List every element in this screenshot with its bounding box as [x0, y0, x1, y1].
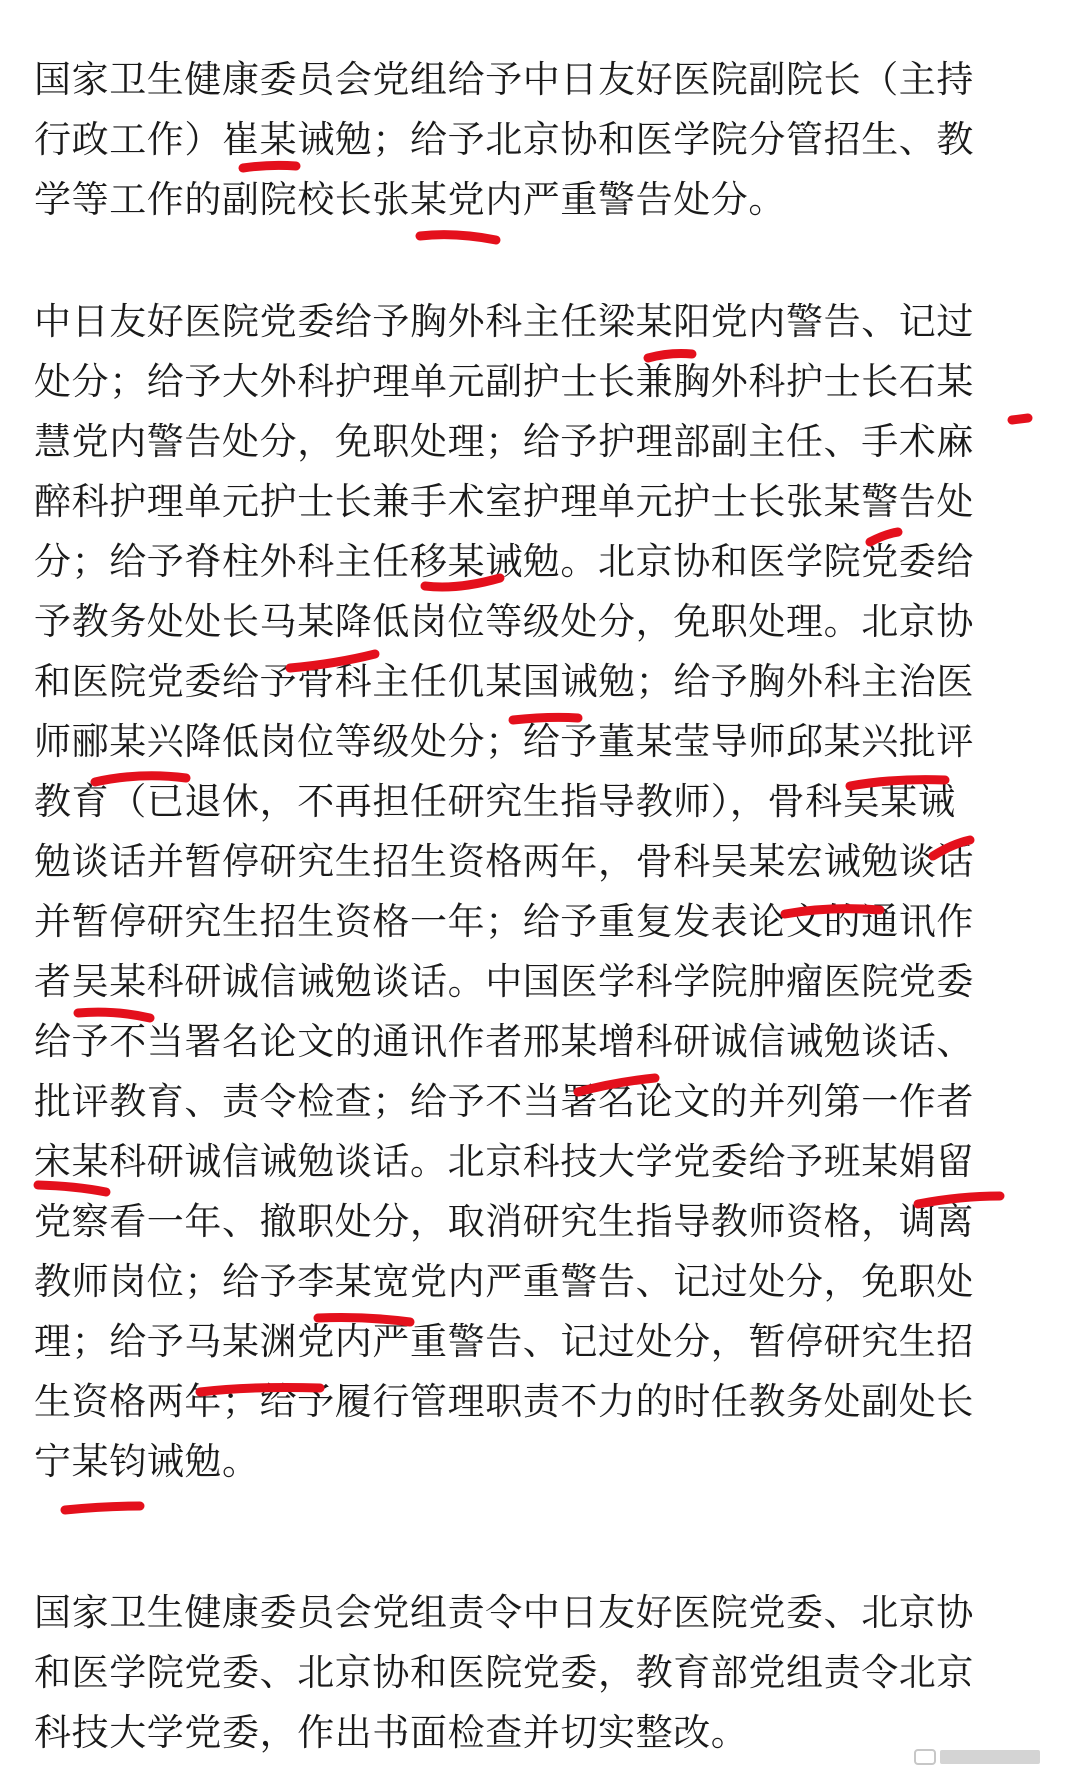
text-line: 生资格两年；给予履行管理职责不力的时任教务处副处长 [34, 1380, 974, 1423]
text-line: 慧党内警告处分，免职处理；给予护理部副主任、手术麻 [34, 420, 974, 463]
text-line: 勉谈话并暂停研究生招生资格两年，骨科吴某宏诫勉谈话 [34, 840, 974, 883]
text-line: 教师岗位；给予李某宽党内严重警告、记过处分，免职处 [34, 1260, 974, 1303]
text-line: 予教务处处长马某降低岗位等级处分，免职处理。北京协 [34, 600, 974, 643]
text-line: 者吴某科研诚信诫勉谈话。中国医学科学院肿瘤医院党委 [34, 960, 974, 1003]
text-line: 教育（已退休，不再担任研究生指导教师），骨科吴某诫 [34, 780, 956, 823]
text-line: 分；给予脊柱外科主任移某诫勉。北京协和医学院党委给 [34, 540, 974, 583]
text-line: 宁某钧诫勉。 [34, 1440, 260, 1483]
paragraph-2 [34, 292, 1044, 1492]
text-line: 和医学院党委、北京协和医院党委，教育部党组责令北京 [34, 1651, 974, 1694]
text-line: 和医院党委给予骨科主任仉某国诫勉；给予胸外科主治医 [34, 660, 974, 703]
text-line: 师郦某兴降低岗位等级处分；给予董某莹导师邱某兴批评 [34, 720, 974, 763]
red-underline-mark [65, 1506, 140, 1510]
text-line: 醉科护理单元护士长兼手术室护理单元护士长张某警告处 [34, 480, 974, 523]
text-line: 行政工作）崔某诫勉；给予北京协和医学院分管招生、教 [34, 118, 974, 161]
watermark [914, 1748, 1040, 1766]
text-line: 党察看一年、撤职处分，取消研究生指导教师资格，调离 [34, 1200, 974, 1243]
text-line: 科技大学党委，作出书面检查并切实整改。 [34, 1711, 749, 1754]
text-line: 学等工作的副院校长张某党内严重警告处分。 [34, 178, 786, 221]
text-line: 处分；给予大外科护理单元副护士长兼胸外科护士长石某 [34, 360, 974, 403]
text-line: 国家卫生健康委员会党组责令中日友好医院党委、北京协 [34, 1591, 974, 1634]
text-line: 宋某科研诚信诫勉谈话。北京科技大学党委给予班某娟留 [34, 1140, 974, 1183]
weibo-logo-icon [914, 1749, 936, 1765]
text-line: 国家卫生健康委员会党组给予中日友好医院副院长（主持 [34, 58, 974, 101]
text-line: 并暂停研究生招生资格一年；给予重复发表论文的通讯作 [34, 900, 974, 943]
text-line: 给予不当署名论文的通讯作者邢某增科研诚信诫勉谈话、 [34, 1020, 974, 1063]
red-underline-mark [420, 235, 496, 240]
paragraph-3 [34, 1583, 1044, 1763]
text-line: 批评教育、责令检查；给予不当署名论文的并列第一作者 [34, 1080, 974, 1123]
text-line: 中日友好医院党委给予胸外科主任梁某阳党内警告、记过 [34, 300, 974, 343]
paragraph-1 [34, 50, 1044, 230]
text-line: 理；给予马某渊党内严重警告、记过处分，暂停研究生招 [34, 1320, 974, 1363]
watermark-username-redacted [940, 1750, 1040, 1764]
